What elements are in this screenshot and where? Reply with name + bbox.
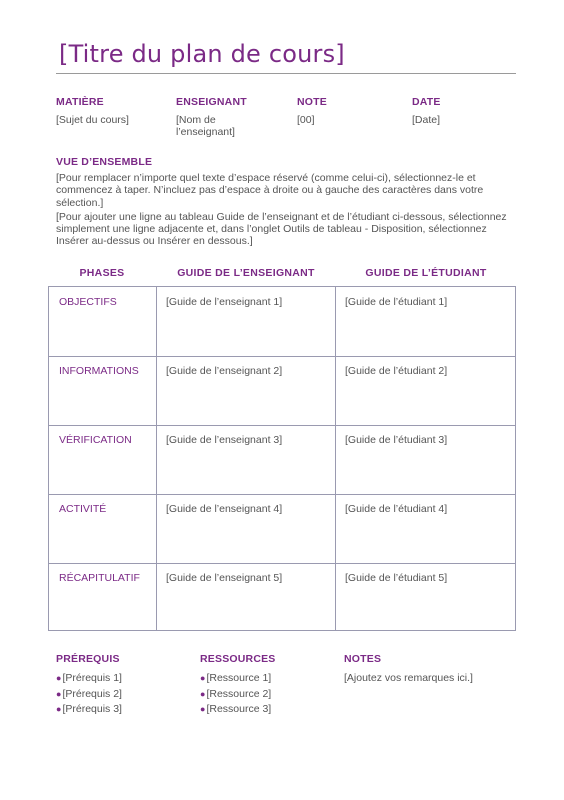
bullet-icon: ●: [200, 673, 206, 683]
title-divider: [56, 73, 516, 74]
student-guide-cell[interactable]: [Guide de l’étudiant 5]: [345, 572, 448, 584]
list-item[interactable]: ●[Prérequis 2]: [56, 687, 122, 700]
row-divider: [49, 356, 515, 357]
grade-value[interactable]: [00]: [297, 114, 315, 126]
teacher-guide-cell[interactable]: [Guide de l’enseignant 3]: [166, 434, 283, 446]
subject-label: MATIÈRE: [56, 96, 104, 108]
student-guide-cell[interactable]: [Guide de l’étudiant 2]: [345, 365, 448, 377]
phase-cell: OBJECTIFS: [59, 296, 117, 308]
meta-date: [412, 96, 512, 126]
bullet-icon: ●: [200, 704, 206, 714]
header-teacher-guide: GUIDE DE L’ENSEIGNANT: [177, 267, 315, 279]
phase-cell: RÉCAPITULATIF: [59, 572, 140, 584]
overview-label: VUE D’ENSEMBLE: [56, 156, 153, 168]
header-student-guide: GUIDE DE L’ÉTUDIANT: [365, 267, 487, 279]
teacher-label: ENSEIGNANT: [176, 96, 247, 108]
list-item[interactable]: ●[Ressource 2]: [200, 687, 272, 700]
resources-list: [200, 671, 330, 718]
student-guide-cell[interactable]: [Guide de l’étudiant 1]: [345, 296, 448, 308]
prerequisites-section: [56, 653, 186, 718]
row-divider: [49, 494, 515, 495]
notes-label: NOTES: [344, 653, 382, 665]
page-title[interactable]: [Titre du plan de cours]: [59, 40, 345, 68]
list-item[interactable]: ●[Prérequis 1]: [56, 672, 122, 684]
list-item[interactable]: ●[Ressource 3]: [200, 703, 272, 715]
list-item[interactable]: ●[Ressource 1]: [200, 672, 272, 684]
notes-section: [344, 653, 516, 687]
date-value[interactable]: [Date]: [412, 114, 441, 126]
overview-paragraph[interactable]: [Pour remplacer n’importe quel texte d’espace réservé (comme celui-ci), sélectionnez-le et commencez à taper. N’incluez pas d’espace à droite ou à gauche des caractères dans votre sélection.]: [56, 172, 484, 209]
prerequisites-list: [56, 671, 186, 718]
resources-label: RESSOURCES: [200, 653, 276, 665]
header-phases: PHASES: [79, 267, 125, 279]
bullet-icon: ●: [56, 673, 62, 683]
grade-label: NOTE: [297, 96, 327, 108]
phase-cell: VÉRIFICATION: [59, 434, 132, 446]
student-guide-cell[interactable]: [Guide de l’étudiant 4]: [345, 503, 448, 515]
column-divider: [335, 287, 336, 630]
meta-teacher: [176, 96, 256, 138]
meta-subject: [56, 96, 166, 126]
teacher-guide-cell[interactable]: [Guide de l’enseignant 4]: [166, 503, 283, 515]
guide-table: [48, 286, 516, 631]
bullet-icon: ●: [200, 688, 206, 699]
teacher-guide-cell[interactable]: [Guide de l’enseignant 5]: [166, 572, 283, 584]
overview-section: [56, 156, 518, 250]
row-divider: [49, 563, 515, 564]
subject-value[interactable]: [Sujet du cours]: [56, 114, 129, 126]
meta-grade: [297, 96, 397, 126]
column-divider: [156, 287, 157, 630]
date-label: DATE: [412, 96, 441, 108]
student-guide-cell[interactable]: [Guide de l’étudiant 3]: [345, 434, 448, 446]
overview-paragraph[interactable]: [Pour ajouter une ligne au tableau Guide de l’enseignant et de l’étudiant ci-dessous, sélectionnez simplement une ligne adjacente et, dans l’onglet Outils de tableau - Disposition, sélectionnez Insérer au-dessus ou Insérer en dessous.]: [56, 210, 507, 248]
bullet-icon: ●: [56, 688, 62, 699]
row-divider: [49, 425, 515, 426]
list-item[interactable]: ●[Prérequis 3]: [56, 703, 122, 715]
teacher-value[interactable]: [Nom de l’enseignant]: [176, 114, 235, 138]
resources-section: [200, 653, 330, 718]
teacher-guide-cell[interactable]: [Guide de l’enseignant 1]: [166, 296, 283, 308]
phase-cell: ACTIVITÉ: [59, 503, 107, 515]
prerequisites-label: PRÉREQUIS: [56, 653, 120, 665]
bullet-icon: ●: [56, 704, 62, 714]
teacher-guide-cell[interactable]: [Guide de l’enseignant 2]: [166, 365, 283, 377]
phase-cell: INFORMATIONS: [59, 365, 139, 377]
notes-text[interactable]: [Ajoutez vos remarques ici.]: [344, 672, 473, 684]
